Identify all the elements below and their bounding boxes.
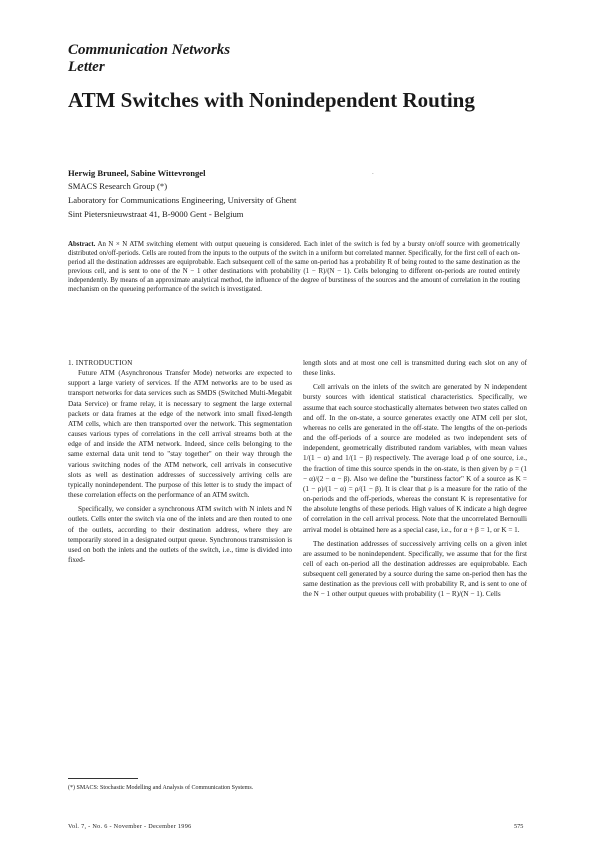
paragraph: The destination addresses of successively arriving cells on a given inlet are assumed to be nonindependent. Specifically, we assume that for the first cell of each on-period all the destination addresses are equiprobable. Each subsequent cell generated by a source during the same on-period then has the same destination as the previous cell with probability R, and is sent to one of the N − 1 other output queues with probability (1 − R)/(N − 1). Cells (303, 539, 527, 599)
author-names: Herwig Bruneel, Sabine Wittevrongel (68, 168, 206, 178)
affiliation-address: Sint Pietersnieuwstraat 41, B-9000 Gent - Belgium (68, 209, 244, 219)
journal-name: Communication Networks (68, 42, 231, 58)
left-column (68, 358, 292, 565)
section-heading: 1. INTRODUCTION (68, 359, 133, 367)
affiliation-group: SMACS Research Group (*) (68, 181, 168, 191)
page-number: 575 (514, 823, 524, 830)
paragraph: Specifically, we consider a synchronous ATM switch with N inlets and N outlets. Cells enter the switch via one of the inlets and are then routed to one of the outlets, according to their destination address, where they are temporarily stored in a designated output queue. Synchronous transmission is used on both the inlets and the outlets of the switch, i.e., time is divided into fixed- (68, 505, 292, 564)
paragraph: Future ATM (Asynchronous Transfer Mode) networks are expected to support a large variety of services. If the ATM networks are to be used as transport networks for data services such as SMDS (Switched Multi-Megabit Data Service) or frame relay, it is necessary to segment the large external packets or data frames at the edge of the network into small fixed-length ATM cells, which are then transported over the network. This segmentation causes various types of correlations in the cell arrival streams both at the edge of and inside the ATM network. Indeed, since cells belonging to the same external data unit tend to "stay together" on their way through the various switching nodes of the ATM network, cell arrivals in consecutive slots as well as destination addresses of successively arriving cells are typically nonindependent. The purpose of this letter is to study the impact of these correlation effects on the performance of an ATM switch. (68, 369, 292, 500)
affiliation-lab: Laboratory for Communications Engineering, University of Ghent (68, 195, 297, 205)
right-column (303, 358, 527, 600)
abstract-label: Abstract. (68, 241, 96, 248)
abstract (68, 240, 520, 294)
paper-title: ATM Switches with Nonindependent Routing (68, 88, 475, 112)
section-label: Letter (68, 59, 105, 75)
footnote-divider (68, 778, 138, 779)
paragraph: Cell arrivals on the inlets of the switch are generated by N independent bursty sources with identical statistical characteristics. Specifically, we assume that each source stochastically alternates between two states called on and off. In the on-state, a source generates exactly one ATM cell per slot, whereas no cells are generated in the off-state. The lengths of the on-periods and the off-periods of a source are modeled as two independent sets of independent, geometrically distributed random variables, with mean values 1/(1 − α) and 1/(1 − β) respectively. The average load ρ of one source, i.e., the fraction of time this source spends in the on-state, is then given by ρ = (1 − α)/(2 − α − β). Also we define the "burstiness factor" K of a source as K = (1 − ρ)/(1 − α) = ρ/(1 − β). It is clear that ρ is a measure for the ratio of the on-periods and the off-periods, whereas the constant K is representative for the absolute lengths of these periods. High values of K indicate a high degree of correlation in the cell arrival process. Note that the uncorrelated Bernoulli arrival model is obtained here as a special case, i.e., for α + β = 1, or K = 1. (303, 383, 527, 534)
stray-mark: . (372, 168, 374, 176)
paragraph-continued: length slots and at most one cell is transmitted during each slot on any of these links. (303, 359, 527, 378)
issue-info: Vol. 7, - No. 6 - November - December 1996 (68, 823, 192, 830)
footnote: (*) SMACS: Stochastic Modelling and Analysis of Communication Systems. (68, 785, 254, 791)
abstract-text: An N × N ATM switching element with output queueing is considered. Each inlet of the switch is fed by a bursty on/off source with geometrically distributed on/off-periods. Cells are routed from the inputs to the outputs of the switch in a uniform but correlated manner. Specifically, for the first cell of each on-period all the destination addresses are equiprobable. Each subsequent cell of the same on-period has a probability R of being routed to the same destination as the previous cell, and is sent to one of the N − 1 other destinations with probability (1 − R)/(N − 1). Cells belonging to different on-periods are routed entirely independently. By means of an approximate analytical method, the influence of the degree of burstiness of the sources and the amount of correlation in the routing mechanism on the queueing performance of the switch is investigated. (68, 241, 520, 293)
